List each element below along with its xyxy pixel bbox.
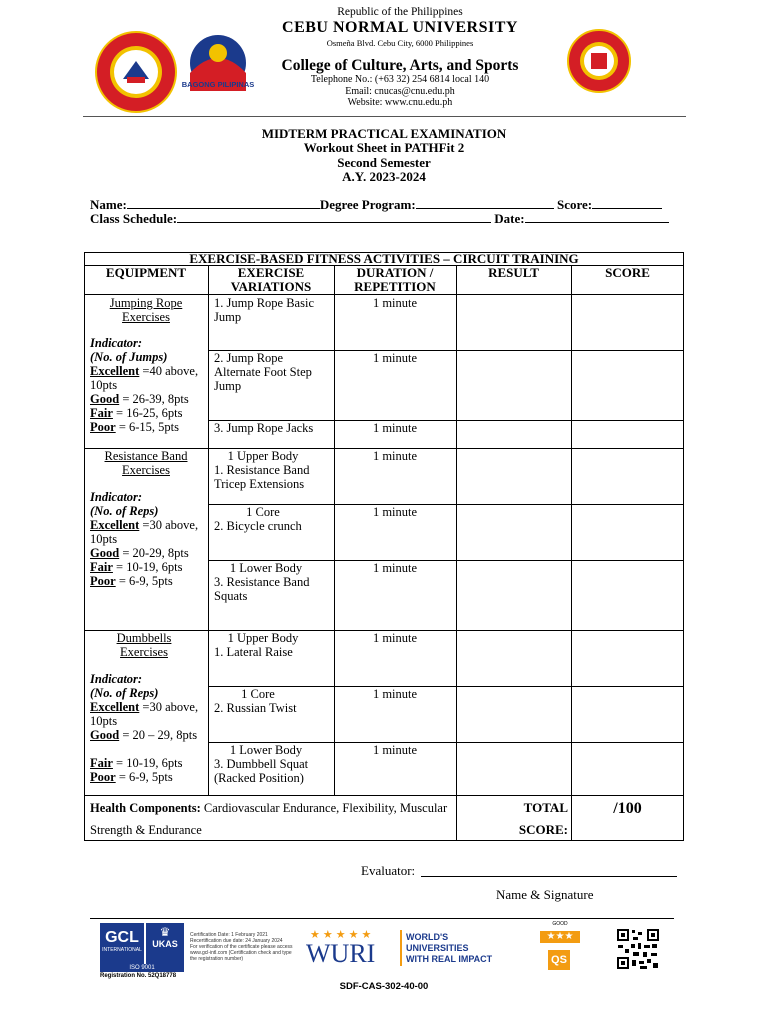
seal-graphic xyxy=(97,33,175,111)
date-field[interactable] xyxy=(525,210,669,223)
body-part-heading: 1 Lower Body xyxy=(229,561,303,575)
col-rule-3 xyxy=(456,265,457,841)
indicator-unit: (No. of Reps) xyxy=(90,686,159,700)
good-value: = 20 – 29, 8pts xyxy=(119,728,198,742)
wuri-stars: ★★★★★ xyxy=(310,929,375,941)
variation-cell: 3. Jump Rope Jacks xyxy=(214,421,314,435)
col-rule-2 xyxy=(334,265,335,795)
university-seal-logo xyxy=(95,31,177,113)
wuri-tagline xyxy=(406,932,492,965)
header-duration: DURATION / REPETITION xyxy=(354,265,436,294)
wuri-tag-1: WORLD'S xyxy=(406,932,449,942)
certification-info xyxy=(190,932,300,962)
indicator-label: Indicator: xyxy=(90,672,143,686)
degree-label: Degree Program: xyxy=(319,197,416,212)
body-part-heading: 1 Core xyxy=(241,687,275,701)
qr-code[interactable] xyxy=(616,928,660,970)
poor-value: = 6-9, 5pts xyxy=(115,574,173,588)
criteria-good xyxy=(90,392,206,406)
criteria-fair xyxy=(90,756,206,770)
wuri-tag-3: WITH REAL IMPACT xyxy=(406,954,493,964)
variation-cell: 1. Lateral Raise xyxy=(214,645,293,659)
evaluator-label: Evaluator: xyxy=(361,863,416,878)
variation-cell: 1. Jump Rope Basic Jump xyxy=(214,296,314,324)
body-part-heading: 1 Core xyxy=(246,505,280,519)
semester-text: Second Semester xyxy=(337,155,431,170)
poor-label: Poor xyxy=(90,770,116,784)
poor-label: Poor xyxy=(90,574,116,588)
criteria-poor xyxy=(90,770,206,784)
gcl-text: GCL xyxy=(105,929,139,946)
schedule-label: Class Schedule: xyxy=(90,211,178,226)
health-label: Health Components: xyxy=(90,801,201,815)
excellent-label: Excellent xyxy=(90,700,140,714)
college-seal-logo xyxy=(567,29,631,93)
telephone-text: Telephone No.: (+63 32) 254 6814 local 140 xyxy=(310,74,490,85)
variation-cell: 3. Resistance Band Squats xyxy=(214,575,310,603)
indicator-label: Indicator: xyxy=(90,490,143,504)
header-variations: EXERCISE VARIATIONS xyxy=(230,265,312,294)
document-code: SDF-CAS-302-40-00 xyxy=(339,981,429,992)
name-label: Name: xyxy=(90,197,127,212)
gcl-logo xyxy=(100,923,144,965)
duration-cell: 1 minute xyxy=(372,687,418,701)
header-divider xyxy=(83,116,686,117)
poor-value: = 6-9, 5pts xyxy=(115,770,173,784)
academic-year-text: A.Y. 2023-2024 xyxy=(342,169,426,184)
evaluator-signature-line[interactable] xyxy=(421,876,677,877)
fair-value: = 10-19, 6pts xyxy=(112,560,183,574)
fair-value: = 10-19, 6pts xyxy=(112,756,183,770)
variation-cell: 1. Resistance Band Tricep Extensions xyxy=(214,463,310,491)
poor-label: Poor xyxy=(90,420,116,434)
header-score: SCORE xyxy=(605,265,650,280)
equipment-jump-rope: Jumping Rope Exercises xyxy=(109,296,183,324)
criteria-fair xyxy=(90,406,206,420)
body-part-heading: 1 Upper Body xyxy=(227,449,299,463)
duration-cell: 1 minute xyxy=(372,561,418,575)
table-caption: EXERCISE-BASED FITNESS ACTIVITIES – CIRCUIT TRAINING xyxy=(189,251,579,266)
indicator-unit: (No. of Reps) xyxy=(90,504,159,518)
footer-divider xyxy=(90,918,674,919)
good-label: Good xyxy=(90,392,120,406)
criteria-excellent xyxy=(90,518,206,546)
total-rule xyxy=(84,795,684,796)
gcl-sub: INTERNATIONAL xyxy=(102,947,142,953)
score-field[interactable] xyxy=(592,196,662,209)
indicator-label: Indicator: xyxy=(90,336,143,350)
criteria-good xyxy=(90,728,206,742)
good-label: Good xyxy=(90,546,120,560)
iso-badge: ISO 9001 xyxy=(100,964,184,972)
fair-label: Fair xyxy=(90,560,113,574)
qs-stars: ★★★ xyxy=(540,931,580,943)
score-label: Score: xyxy=(556,197,593,212)
poor-value: = 6-15, 5pts xyxy=(115,420,179,434)
good-value: = 26-39, 8pts xyxy=(119,392,189,406)
variation-cell: 3. Dumbbell Squat (Racked Position) xyxy=(214,757,309,785)
criteria-good xyxy=(90,546,206,560)
header-equipment: EQUIPMENT xyxy=(105,265,187,280)
col-rule-1 xyxy=(208,265,209,795)
date-label: Date: xyxy=(494,211,525,226)
schedule-field[interactable] xyxy=(177,210,491,223)
excellent-value: =40 above, 10pts xyxy=(90,364,199,392)
excellent-label: Excellent xyxy=(90,518,140,532)
email-text: Email: cnucas@cnu.edu.ph xyxy=(345,86,455,97)
duration-cell: 1 minute xyxy=(372,743,418,757)
website-text: Website: www.cnu.edu.ph xyxy=(347,97,453,108)
excellent-value: =30 above, 10pts xyxy=(90,700,199,728)
university-address: Osmeña Blvd. Cebu City, 6000 Philippines xyxy=(326,38,474,48)
criteria-poor xyxy=(90,420,206,434)
excellent-value: =30 above, 10pts xyxy=(90,518,199,546)
col-rule-4 xyxy=(571,265,572,841)
crown-icon: ♛ xyxy=(159,925,171,939)
body-part-heading: 1 Lower Body xyxy=(229,743,303,757)
bagong-pilipinas-label: BAGONG PILIPINAS xyxy=(181,80,255,89)
college-name: College of Culture, Arts, and Sports xyxy=(281,57,519,74)
fair-value: = 16-25, 6pts xyxy=(112,406,183,420)
exam-title: MIDTERM PRACTICAL EXAMINATION xyxy=(261,126,507,141)
good-value: = 20-29, 8pts xyxy=(119,546,189,560)
header-result: RESULT xyxy=(488,265,539,280)
criteria-fair xyxy=(90,560,206,574)
fair-label: Fair xyxy=(90,756,113,770)
equipment-dumbbells: Dumbbells Exercises xyxy=(116,631,172,659)
variation-cell: 2. Russian Twist xyxy=(214,701,297,715)
criteria-excellent xyxy=(90,700,206,728)
qs-good-label: GOOD xyxy=(552,921,568,927)
exam-subtitle: Workout Sheet in PATHFit 2 xyxy=(303,140,465,155)
wuri-divider xyxy=(400,930,402,966)
body-part-heading: 1 Upper Body xyxy=(227,631,299,645)
ukas-text: UKAS xyxy=(152,939,178,949)
variation-cell: 2. Bicycle crunch xyxy=(214,519,302,533)
registration-number: Registration No. 52Q18778 xyxy=(100,973,177,979)
name-field[interactable] xyxy=(127,196,320,209)
duration-cell: 1 minute xyxy=(372,505,418,519)
recert-date: Recertification due date: 24 January 2024 xyxy=(190,938,283,944)
excellent-label: Excellent xyxy=(90,364,140,378)
name-signature-label: Name & Signature xyxy=(496,887,594,902)
wuri-logo xyxy=(306,928,406,968)
duration-cell: 1 minute xyxy=(372,421,418,435)
qs-logo: QS xyxy=(548,950,570,970)
health-components xyxy=(90,797,450,841)
wuri-tag-2: UNIVERSITIES xyxy=(406,943,469,953)
republic-text: Republic of the Philippines xyxy=(337,6,463,18)
health-text: Cardiovascular Endurance, Flexibility, Muscular Strength & Endurance xyxy=(90,801,448,837)
cert-note: For verification of the certificate please access www.gcl-intl.com (Certification check and type the registration number) xyxy=(190,944,293,962)
wuri-text: WURI xyxy=(306,939,376,968)
duration-cell: 1 minute xyxy=(372,296,418,310)
university-name: CEBU NORMAL UNIVERSITY xyxy=(282,19,518,36)
duration-cell: 1 minute xyxy=(372,449,418,463)
criteria-excellent xyxy=(90,364,206,392)
equipment-resistance-band: Resistance Band Exercises xyxy=(104,449,188,477)
indicator-unit: (No. of Jumps) xyxy=(90,350,168,364)
total-score-value: /100 xyxy=(613,800,642,817)
cert-date: Certification Date: 1 February 2021 xyxy=(190,932,268,938)
table-header-rule xyxy=(84,294,684,295)
good-label: Good xyxy=(90,728,120,742)
criteria-poor xyxy=(90,574,206,588)
ukas-logo xyxy=(146,923,184,965)
degree-field[interactable] xyxy=(416,196,554,209)
form-line-2 xyxy=(90,210,669,227)
variation-cell: 2. Jump Rope Alternate Foot Step Jump xyxy=(214,351,312,393)
duration-cell: 1 minute xyxy=(372,351,418,365)
fair-label: Fair xyxy=(90,406,113,420)
total-score-label: TOTAL SCORE: xyxy=(518,800,568,837)
duration-cell: 1 minute xyxy=(372,631,418,645)
